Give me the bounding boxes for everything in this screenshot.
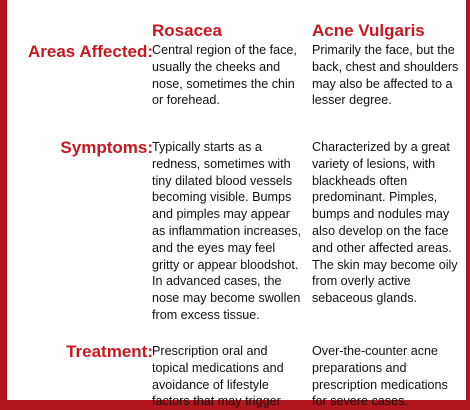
rosacea-treatment: Prescription oral and topical medications and avoidance of lifestyle factors that may trigger <box>152 344 284 409</box>
column-header-acne-vulgaris: Acne Vulgaris <box>312 21 425 40</box>
row-label-areas-affected: Areas Affected: <box>27 42 153 61</box>
comparison-table <box>7 0 466 409</box>
acne-treatment: Over-the-counter acne preparations and prescription medications for severe cases. <box>312 344 448 409</box>
acne-symptoms: Characterized by a great variety of lesions, with blackheads often predominant. Pimples, bumps and nodules may also develop on the face and other affected areas. The skin may become oily from overly active sebaceous glands. <box>312 140 458 306</box>
column-header-rosacea: Rosacea <box>152 21 222 40</box>
rosacea-areas-affected: Central region of the face, usually the cheeks and nose, sometimes the chin or forehead. <box>152 43 297 108</box>
rosacea-symptoms: Typically starts as a redness, sometimes with tiny dilated blood vessels becoming visible. Bumps and pimples may appear as inflammation increases, and the eyes may feel gritty or appear bloodshot. In advanced cases, the nose may become swollen from excess tissue. <box>152 140 302 322</box>
row-label-treatment: Treatment: <box>66 342 153 361</box>
acne-areas-affected: Primarily the face, but the back, chest and shoulders may also be affected to a lesser degree. <box>312 43 459 108</box>
row-label-symptoms: Symptoms: <box>60 138 153 157</box>
